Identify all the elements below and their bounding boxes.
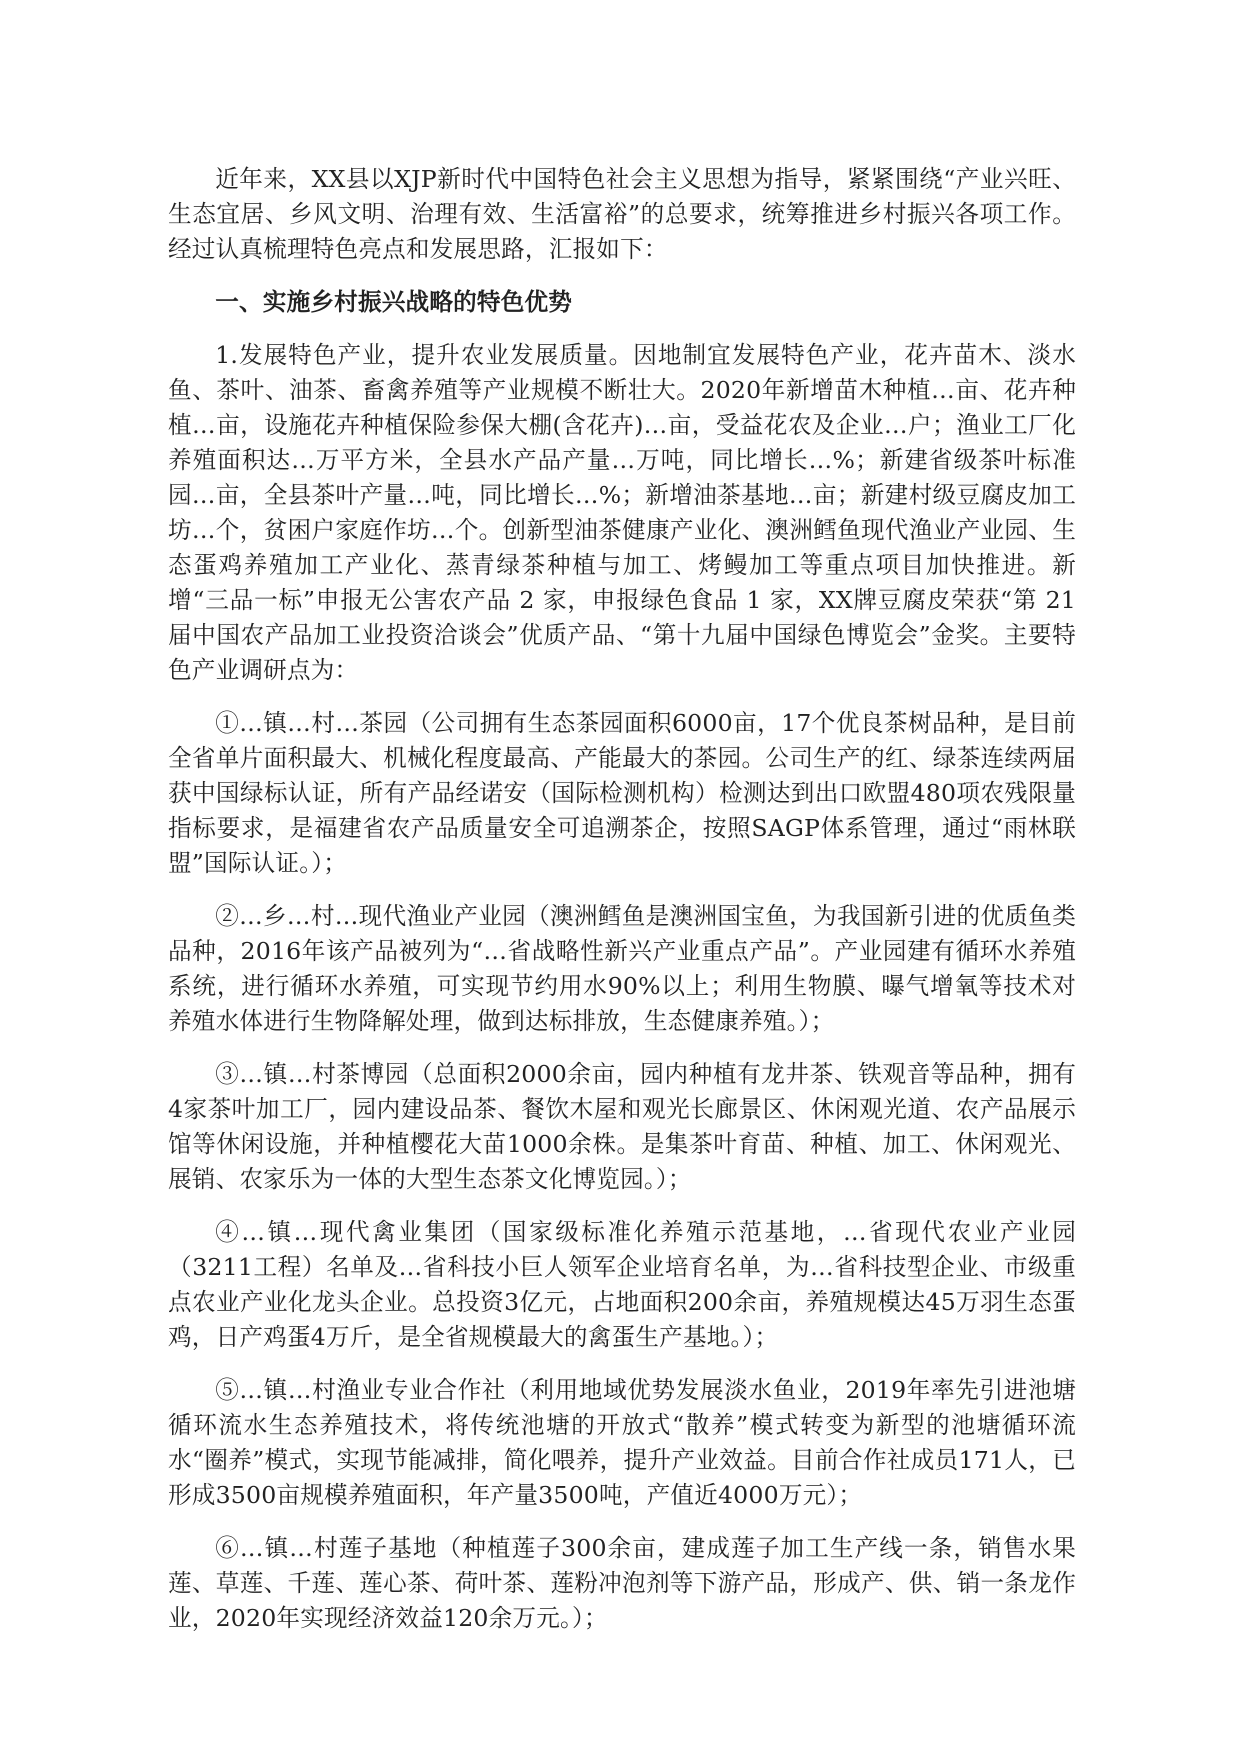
survey-spot-2: ②…乡…村…现代渔业产业园（澳洲鳕鱼是澳洲国宝鱼，为我国新引进的优质鱼类品种，2016年该产品被列为“…省战略性新兴产业重点产品”。产业园建有循环水养殖系统，进行循环水养殖，可实现节约用水90%以上；利用生物膜、曝气增氧等技术对养殖水体进行生物降解处理，做到达标排放，生态健康养殖。）； — [168, 902, 1076, 1035]
survey-spot-6: ⑥…镇…村莲子基地（种植莲子300余亩，建成莲子加工生产线一条，销售水果莲、草莲、千莲、莲心茶、荷叶茶、莲粉冲泡剂等下游产品，形成产、供、销一条龙作业，2020年实现经济效益120余万元。）； — [168, 1534, 1076, 1632]
survey-spot-3: ③…镇…村茶博园（总面积2000余亩，园内种植有龙井茶、铁观音等品种，拥有4家茶叶加工厂，园内建设品茶、餐饮木屋和观光长廊景区、休闲观光道、农产品展示馆等休闲设施，并种植樱花大苗1000余株。是集茶叶育苗、种植、加工、休闲观光、展销、农家乐为一体的大型生态茶文化博览园。）； — [168, 1060, 1076, 1193]
intro-paragraph: 近年来，XX县以XJP新时代中国特色社会主义思想为指导，紧紧围绕“产业兴旺、生态宜居、乡风文明、治理有效、生活富裕”的总要求，统筹推进乡村振兴各项工作。经过认真梳理特色亮点和发展思路，汇报如下： — [168, 165, 1076, 263]
item-1-paragraph: 1.发展特色产业，提升农业发展质量。因地制宜发展特色产业，花卉苗木、淡水鱼、茶叶、油茶、畜禽养殖等产业规模不断壮大。2020年新增苗木种植…亩、花卉种植…亩，设施花卉种植保险参保大棚(含花卉)…亩，受益花农及企业…户；渔业工厂化养殖面积达…万平方米，全县水产品产量…万吨，同比增长…%；新建省级茶叶标准园…亩，全县茶叶产量…吨，同比增长…%；新增油茶基地…亩；新建村级豆腐皮加工坊…个，贫困户家庭作坊…个。创新型油茶健康产业化、澳洲鳕鱼现代渔业产业园、生态蛋鸡养殖加工产业化、蒸青绿茶种植与加工、烤鳗加工等重点项目加快推进。新增“三品一标”申报无公害农产品 2 家，申报绿色食品 1 家，XX牌豆腐皮荣获“第 21 届中国农产品加工业投资洽谈会”优质产品、“第十九届中国绿色博览会”金奖。主要特色产业调研点为： — [168, 341, 1076, 684]
survey-spot-1: ①…镇…村…茶园（公司拥有生态茶园面积6000亩，17个优良茶树品种，是目前全省单片面积最大、机械化程度最高、产能最大的茶园。公司生产的红、绿茶连续两届获中国绿标认证，所有产品经诺安（国际检测机构）检测达到出口欧盟480项农残限量指标要求，是福建省农产品质量安全可追溯茶企，按照SAGP体系管理，通过“雨林联盟”国际认证。）； — [168, 709, 1076, 877]
document-page — [168, 162, 1076, 1654]
survey-spot-5: ⑤…镇…村渔业专业合作社（利用地域优势发展淡水鱼业，2019年率先引进池塘循环流水生态养殖技术，将传统池塘的开放式“散养”模式转变为新型的池塘循环流水“圈养”模式，实现节能减排，简化喂养，提升产业效益。目前合作社成员171人，已形成3500亩规模养殖面积，年产量3500吨，产值近4000万元）； — [168, 1376, 1076, 1509]
survey-spot-4: ④…镇…现代禽业集团（国家级标准化养殖示范基地，…省现代农业产业园（3211工程）名单及…省科技小巨人领军企业培育名单，为…省科技型企业、市级重点农业产业化龙头企业。总投资3亿元，占地面积200余亩，养殖规模达45万羽生态蛋鸡，日产鸡蛋4万斤，是全省规模最大的禽蛋生产基地。）； — [168, 1218, 1076, 1351]
section-heading: 一、实施乡村振兴战略的特色优势 — [215, 288, 573, 316]
